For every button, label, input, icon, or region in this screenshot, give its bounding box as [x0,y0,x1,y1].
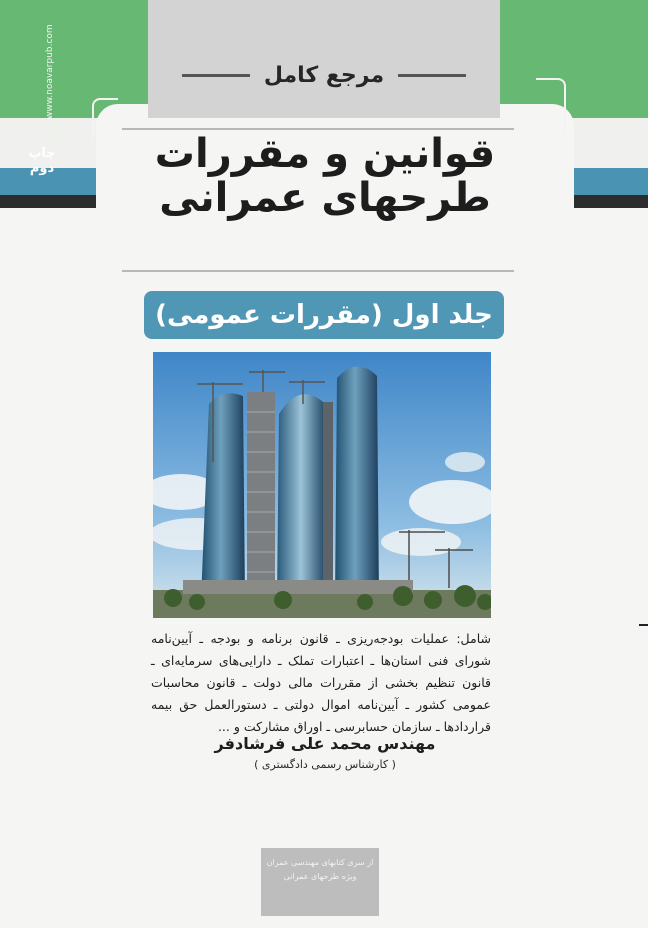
skyscrapers-illustration [153,352,491,618]
contents-summary: شامل: عملیات بودجه‌ریزی ـ قانون برنامه و بودجه ـ آیین‌نامه شورای فنی استان‌ها ـ اعتبارات تملک ـ دارایی‌های سرمایه‌ای ـ قانون تنظیم بخشی از مقررات مالی دولت ـ قانون محاسبات عمومی کشور ـ آیین‌نامه اموال دولتی ـ دستورالعمل حق بیمه قراردادها ـ سازمان حسابرسی ـ اوراق مشارکت و ... [151,631,491,734]
reference-line-right [398,74,466,77]
book-title [115,132,535,220]
corner-bracket-top-left [92,98,118,140]
publisher-url-block [38,22,62,134]
publisher-logo-icon [38,120,64,146]
corner-bracket-top-right [536,78,566,134]
title-divider-bottom [122,270,514,272]
publisher-url: www.noavarpub.com [45,24,55,119]
series-line-1: از سری کتابهای مهندسی عمران [266,858,374,867]
author-name: مهندس محمد علی فرشادفر [214,734,436,753]
series-line-2: ویژه طرحهای عمرانی [283,872,357,881]
edge-mark [639,624,648,626]
edition-label: چاپ دوم [28,146,56,176]
reference-line-left [182,74,250,77]
cover-photo [153,352,491,618]
book-title-line-1: قوانین و مقررات [154,131,496,177]
book-title-line-2: طرحهای عمرانی [159,175,491,221]
author-title: ( کارشناس رسمی دادگستری ) [254,758,396,771]
title-divider-top [122,128,514,130]
reference-label: مرجع کامل [263,62,385,88]
series-label [261,848,379,916]
volume-label: جلد اول (مقررات عمومی) [144,291,504,339]
reference-row [160,58,488,92]
